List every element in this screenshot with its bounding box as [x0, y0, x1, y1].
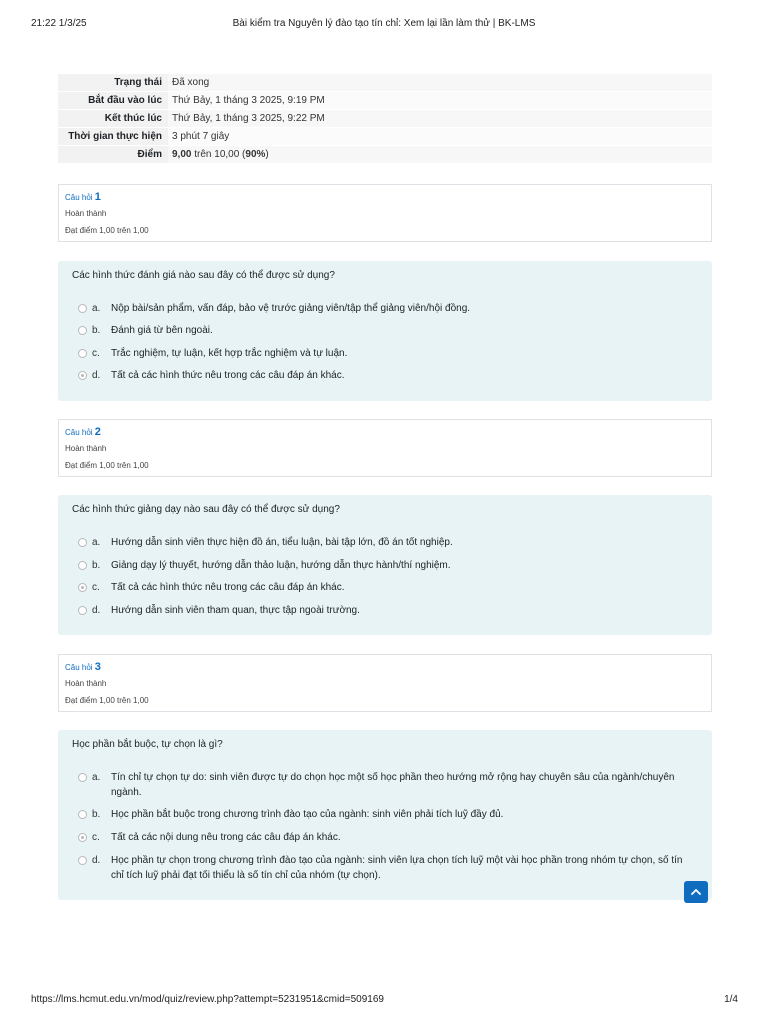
grade-score: 9,00 [172, 149, 192, 160]
answer-letter: a. [92, 772, 101, 783]
question-state: Hoàn thành [65, 679, 107, 688]
answer-text: Tất cả các nội dung nêu trong các câu đáp án khác. [111, 832, 341, 843]
answer-text: Hướng dẫn sinh viên tham quan, thực tập ngoài trường. [111, 605, 360, 616]
answer-text: Trắc nghiệm, tự luận, kết hợp trắc nghiệm và tự luận. [111, 348, 348, 359]
answer-text: Học phần tự chọn trong chương trình đào tạo của ngành: sinh viên lựa chọn tích luỹ một vài học phần trong nhóm tự chọn, số tín chỉ tích luỹ phải đạt tối thiểu là số tín chỉ của nhóm (tự chọn). [111, 855, 683, 881]
answer-letter: a. [92, 537, 101, 548]
print-page-number: 1/4 [724, 994, 738, 1005]
answer-letter: a. [92, 303, 101, 314]
print-url: https://lms.hcmut.edu.vn/mod/quiz/review.php?attempt=5231951&cmid=509169 [31, 994, 384, 1005]
answer-text: Tất cả các hình thức nêu trong các câu đáp án khác. [111, 370, 345, 381]
answer-letter: b. [92, 809, 101, 820]
summary-label: Trạng thái [58, 74, 168, 92]
print-datetime: 21:22 1/3/25 [31, 18, 87, 29]
answer-text: Giảng dạy lý thuyết, hướng dẫn thảo luận, hướng dẫn thực hành/thí nghiệm. [111, 560, 451, 571]
radio-button-selected[interactable] [78, 371, 87, 380]
answer-letter: d. [92, 855, 101, 866]
question-prefix: Câu hỏi [65, 193, 95, 202]
answer-text: Đánh giá từ bên ngoài. [111, 325, 213, 336]
summary-value [168, 146, 712, 164]
radio-button-selected[interactable] [78, 583, 87, 592]
answer-text: Hướng dẫn sinh viên thực hiện đồ án, tiểu luận, bài tập lớn, đồ án tốt nghiệp. [111, 537, 453, 548]
chevron-up-icon [690, 886, 702, 898]
summary-value: Thứ Bảy, 1 tháng 3 2025, 9:19 PM [168, 92, 712, 110]
summary-row-started [58, 92, 712, 110]
question-grade: Đạt điểm 1,00 trên 1,00 [65, 461, 149, 470]
summary-label: Bắt đầu vào lúc [58, 92, 168, 110]
answer-letter: b. [92, 560, 101, 571]
question-grade: Đạt điểm 1,00 trên 1,00 [65, 226, 149, 235]
radio-button[interactable] [78, 304, 87, 313]
answer-text: Nộp bài/sản phẩm, vấn đáp, bảo vệ trước giảng viên/tập thể giảng viên/hội đồng. [111, 303, 471, 314]
radio-button[interactable] [78, 349, 87, 358]
question-info-3 [58, 654, 712, 712]
question-number-value: 2 [94, 426, 101, 438]
summary-label: Kết thúc lúc [58, 110, 168, 128]
summary-label: Điểm [58, 146, 168, 164]
question-number [65, 426, 101, 438]
attempt-summary-table [58, 74, 712, 164]
question-text: Các hình thức đánh giá nào sau đây có thể được sử dụng? [72, 270, 335, 281]
question-content-2 [58, 495, 712, 635]
question-info-1 [58, 184, 712, 242]
question-content-1 [58, 261, 712, 401]
question-number-value: 3 [94, 661, 101, 673]
summary-value: Đã xong [168, 74, 712, 92]
question-number-value: 1 [94, 191, 101, 203]
grade-out-of: trên 10,00 ( [191, 149, 246, 160]
question-text: Học phần bắt buộc, tự chọn là gì? [72, 739, 223, 750]
summary-row-state [58, 74, 712, 92]
answer-text: Học phần bắt buộc trong chương trình đào tạo của ngành: sinh viên phải tích luỹ đầy đủ. [111, 809, 504, 820]
question-text: Các hình thức giảng dạy nào sau đây có thể được sử dụng? [72, 504, 340, 515]
answer-text: Tất cả các hình thức nêu trong các câu đáp án khác. [111, 582, 345, 593]
radio-button[interactable] [78, 856, 87, 865]
question-info-2 [58, 419, 712, 477]
answer-letter: d. [92, 605, 101, 616]
radio-button-selected[interactable] [78, 833, 87, 842]
summary-label: Thời gian thực hiện [58, 128, 168, 146]
question-state: Hoàn thành [65, 444, 107, 453]
question-number [65, 191, 101, 203]
summary-row-grade [58, 146, 712, 164]
question-number [65, 661, 101, 673]
question-content-3 [58, 730, 712, 900]
answer-text: Tín chỉ tự chọn tự do: sinh viên được tự do chọn học một số học phần theo hướng mở rộng hay chuyên sâu của ngành/chuyên ngành. [111, 772, 675, 798]
print-page-title: Bài kiểm tra Nguyên lý đào tạo tín chỉ: Xem lại lần làm thử | BK-LMS [232, 18, 536, 29]
back-to-top-button[interactable] [684, 881, 708, 903]
summary-row-duration [58, 128, 712, 146]
print-header [0, 18, 768, 32]
radio-button[interactable] [78, 326, 87, 335]
answer-letter: c. [92, 348, 100, 359]
answer-letter: d. [92, 370, 101, 381]
question-grade: Đạt điểm 1,00 trên 1,00 [65, 696, 149, 705]
radio-button[interactable] [78, 561, 87, 570]
answer-letter: b. [92, 325, 101, 336]
question-state: Hoàn thành [65, 209, 107, 218]
summary-value: Thứ Bảy, 1 tháng 3 2025, 9:22 PM [168, 110, 712, 128]
radio-button[interactable] [78, 810, 87, 819]
answer-letter: c. [92, 582, 100, 593]
radio-button[interactable] [78, 773, 87, 782]
summary-row-completed [58, 110, 712, 128]
question-prefix: Câu hỏi [65, 428, 95, 437]
question-prefix: Câu hỏi [65, 663, 95, 672]
summary-value: 3 phút 7 giây [168, 128, 712, 146]
radio-button[interactable] [78, 538, 87, 547]
grade-percent: 90% [245, 149, 266, 160]
radio-button[interactable] [78, 606, 87, 615]
grade-close: ) [265, 149, 269, 160]
answer-letter: c. [92, 832, 100, 843]
